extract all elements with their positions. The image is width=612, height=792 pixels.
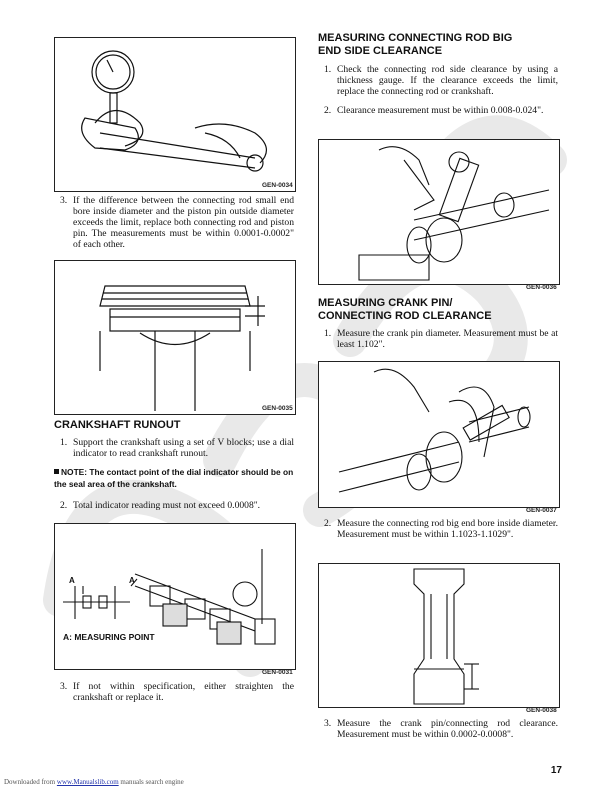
- figure-legend-measuring-point: A: MEASURING POINT: [63, 632, 155, 642]
- point-label-a: A: [69, 576, 75, 585]
- step-crank-pin-clearance-spec: 3. Measure the crank pin/connecting rod clearance. Measurement must be within 0.0002-0.0008".: [324, 718, 558, 740]
- heading-crankshaft-runout: CRANKSHAFT RUNOUT: [54, 419, 181, 431]
- figure-code: GEN-0036: [526, 284, 557, 291]
- piston-illustration: [55, 261, 295, 414]
- footer-download-note: Downloaded from www.Manualslib.com manuals search engine: [4, 778, 184, 786]
- step-support-crankshaft: 1. Support the crankshaft using a set of V blocks; use a dial indicator to read crankshaft runout.: [60, 437, 294, 459]
- note-dial-contact: NOTE: The contact point of the dial indicator should be on the seal area of the crankshaft.: [54, 467, 294, 489]
- connecting-rod-illustration: [319, 564, 559, 707]
- figure-code: GEN-0031: [262, 669, 293, 676]
- crankshaft-vblock-illustration: [55, 524, 295, 669]
- figure-code: GEN-0038: [526, 707, 557, 714]
- heading-big-end-side-clearance: MEASURING CONNECTING ROD BIG END SIDE CLEARANCE: [318, 32, 513, 57]
- figure-code: GEN-0035: [262, 405, 293, 412]
- step-crank-pin-diameter: 1. Measure the crank pin diameter. Measurement must be at least 1.102".: [324, 328, 558, 350]
- heading-crank-pin-clearance: MEASURING CRANK PIN/ CONNECTING ROD CLEARANCE: [318, 297, 492, 322]
- figure-big-end-thickness-gauge: [318, 139, 560, 285]
- manualslib-link[interactable]: www.Manualslib.com: [56, 778, 119, 786]
- step-thickness-gauge: 1. Check the connecting rod side clearance by using a thickness gauge. If the clearance exceeds the limit, replace the connecting rod or crankshaft.: [324, 64, 558, 97]
- step-side-clearance-spec: 2. Clearance measurement must be within 0.008-0.024".: [324, 105, 544, 116]
- dial-indicator-illustration: [55, 38, 295, 191]
- note-bullet-icon: [54, 469, 59, 474]
- point-label-a: A: [129, 576, 135, 585]
- figure-code: GEN-0034: [262, 182, 293, 189]
- figure-dial-indicator-small-end: [54, 37, 296, 192]
- thickness-gauge-illustration: [319, 140, 559, 284]
- micrometer-illustration: [319, 362, 559, 507]
- figure-crankshaft-runout: [54, 523, 296, 670]
- step-big-end-bore: 2. Measure the connecting rod big end bore inside diameter. Measurement must be within 1.1023-1.1029".: [324, 518, 558, 540]
- figure-code: GEN-0037: [526, 507, 557, 514]
- step-straighten-crankshaft: 3. If not within specification, either straighten the crankshaft or replace it.: [60, 681, 294, 703]
- page-number: 17: [550, 765, 562, 776]
- figure-connecting-rod: [318, 563, 560, 708]
- step-small-end-clearance: 3. If the difference between the connecting rod small end bore inside diameter and the piston pin outside diameter exceeds the limit, replace both connecting rod and piston pin. The measurements must be within 0.0001-0.0002" of each other.: [60, 195, 294, 250]
- step-indicator-reading: 2. Total indicator reading must not exceed 0.0008".: [60, 500, 261, 511]
- figure-crank-pin-micrometer: [318, 361, 560, 508]
- figure-piston-cross-section: [54, 260, 296, 415]
